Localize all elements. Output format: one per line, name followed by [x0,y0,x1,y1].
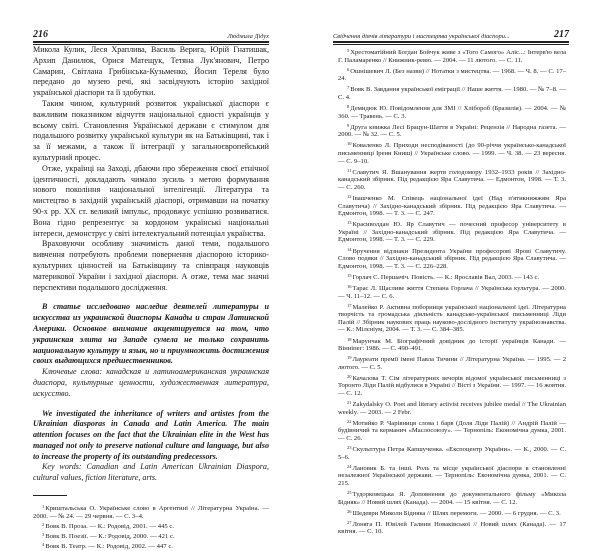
footnotes [33,503,269,551]
footnote-number: 21 [347,400,352,406]
paragraph: Отже, українці на Заході, дбаючи про збереження своєї етнічної ідентичності, докладають чимало зусиль з метою формування нового покоління національної інтелігенції. Література та мистецтво в західній українській діаспорі, отримавши на початку 90-х рр. XX ст. великий імпульс, продовжує успішно розвиватися. Вона гідно репрезентує за кордоном українські національні інтереси, демонструє у світі інтелектуальний потенціал українства. [33,163,269,238]
footnote [338,103,566,120]
footnote [338,489,566,506]
footnotes [338,47,566,538]
footnote-text: Zakydalsky O. Poet and literary activist receives jubilee medal // The Ukrainian weekly. — 2003. — 2 Febr. [338,401,566,416]
footnote-text: Тарас Л. Щасливе життя Степана Горлача // Українська культура. — 2000. — Ч. 11–12. — С. 6. [338,284,566,300]
keywords-en: Key words: Canadian and Latin American Ukrainian Diaspora, cultural values, fiction literature, arts. [33,462,269,483]
footnote-number: 15 [347,272,352,278]
main-text [33,45,269,551]
footnote-text: Вручення відзнаки Президента України професорові Ярові Славутичу. Слово подяки // Західно-канадський збірник. Під редакцією Яра Славутича. — Едмонтон, 1998. — Т. 3. — С. 226–228. [338,247,566,270]
running-head: Людмила Дідух [227,33,269,40]
footnote-text: Вовк В. Проза. — К.: Родовід, 2001. — 445 с. [45,523,175,531]
footnote [338,272,566,282]
paragraph: Враховуючи особливу значимість даної теми, подальшого вивчення потребують проблеми повернення діаспорою історико-культурних цінностей на Батьківщину та співпраця науковців материкової України і західної діаспори. А отже, тема має значні перспективи подальшого дослідження. [33,239,269,292]
footnote-text: Красиволдан Ю. Яр Славутич — почесний професор університету в Україні // Західно-канадський збірник. Під редакцією Яра Славутича. — Едмонтон, 1998. — Т. 3. — С. 229. [338,221,566,244]
footnote-number: 14 [347,246,352,252]
footnote-number: 26 [347,508,352,514]
footnote-number: 24 [347,463,352,469]
footnote [338,354,566,371]
footnote [338,167,566,192]
footnote [33,531,269,541]
footnote [338,283,566,300]
paragraph: Таким чином, культурний розвиток української діаспори є важливим показником відчуття національної єдності українців у всьому світі. Становлення Української держави є стимулом для подальшого розвитку української культури як на Батьківщині, так і за її межами, а також її інтеграції у загальноєвропейський культурний процес. [33,98,269,162]
footnote [338,219,566,244]
footnote-text: Хрестоматійний Богдан Бойчук живе з «Того Самого» Аліс...: Інтерв'ю вела Г. Паламаренко // Книжник-ревю. — 2004. — 11 лютого. — С. 11. [338,49,566,64]
footnote-number: 4 [42,542,45,548]
page-header [33,29,269,43]
footnote-text: Вовк В. Завдання української еміграції // Наше життя. — 1980. — № 7–8. — С. 4. [338,86,566,101]
footnote-text: Івашченко М. Співець національної ідеї (Над п'ятикнижжям Яра Славутича) // Західно-канадський збірник. Під редакцією Яра Славутича. — Едмонтон, 1998. — Т. 3. — С. 247. [338,195,566,218]
footnote [338,84,566,101]
footnote-number: 12 [347,194,352,199]
footnote-text: Лоняга П. Ювілей Галини Новаківської // Новий шлях (Канада). — 17 квітня. — С. 10. [338,520,566,536]
footnote-number: 23 [347,445,352,451]
footnote [33,541,269,551]
footnote [338,66,566,83]
footnote [338,373,566,398]
abstract-ru: В статье исследовано наследие деятелей литературы и искусства из украинской диаспоры Канады и стран Латинской Америки. Основное внимание акцентируется на том, что украинская элита на Западе сумела не только сохранить национальную культуру и язык, но и приумножить достижения своих выдающихся предшественников. [33,302,269,366]
footnote-number: 2 [42,522,45,528]
footnote-number: 8 [347,104,350,110]
keywords-ru: Ключевые слова: канадская и латиноамериканская украинская диаспора, культурные ценности, художественная литература, искусство. [33,367,269,398]
footnote-text: Ошнішевич Л. (Без назви) // Нотатки з мистецтва. — 1968. — Ч. 8. — С. 17–24. [338,67,566,83]
footnote-text: Лауреати премії імені Павла Тичини // Літературна Україна. — 1995. — 2 лютого. — С. 5. [338,356,566,371]
footnote-number: 22 [347,418,352,424]
footnote-number: 17 [347,302,352,308]
footnote [33,521,269,531]
footnote-text: Вовк В. Поезії. — К.: Родовід, 2000. — 421 с. [45,533,175,541]
abstract-en: We investigated the inheritance of writers and artistes from the Ukrainian diasporas in Canada and Latin America. The main attention focuses on the fact that the Ukrainian elite in the West has managed not only to preserve national culture and language, but also to increase the property of its outstanding predecessors. [33,408,269,461]
footnote-text: Коваленко Л. Приходи несподіваності (до 90-річчя українсько-канадської письменниці Ірени Книш) // Українське слово. — 1999. — Ч. 38. — 23 вересня. — С. 9–10. [338,142,566,165]
running-head: Свідчення діячів літератури і мистецтва української діаспори... [333,33,510,40]
footnote [338,418,566,443]
footnote [338,193,566,218]
footnote [338,140,566,165]
footnote [338,47,566,64]
footnote [338,399,566,416]
footnote-text: Славутич Я. Вшанування жертв голодомору 1932–1933 років // Західно-канадський збірник. Під редакцією Яра Славутича. — Едмонтон, 1998. — Т. 3. — С. 260. [338,168,566,191]
right-page [300,0,600,536]
footnote [338,246,566,271]
footnote-number: 5 [347,48,350,53]
footnote-text: Демидюк Ю. Повідомлення для ЗМІ // Хлібороб (Бразилія). — 2004. — № 360. — Травень. — С. 3. [338,105,566,120]
footnote [338,336,566,353]
footnote-text: Друга книжка Лесі Брацун-Шатти в Україні: Рецензія // Народна газета. — 2000. — № 32. — С. 5. [338,123,566,139]
footnote-number: 18 [347,336,352,342]
footnote-number: 27 [347,519,352,525]
footnote [338,519,566,536]
footnote [338,508,566,518]
footnote-number: 9 [347,122,350,128]
footnote-number: 25 [347,490,352,496]
footnote-number: 11 [347,167,352,173]
footnote-number: 20 [347,373,352,379]
footnote-text: Качалова Т. Сім літературних вечорів відомої української письменниці з Торонто Ліди Палій відбулися в Україні // Вісті з України. — 1997. — 16 жовтня. — С. 12. [338,374,566,398]
footnote-number: 1 [42,504,45,510]
footnote [33,503,269,521]
page-header [333,29,569,43]
footnote-text: Горлач С. Першачіч. Повість. — К.: Ярославів Вал, 2003. — 143 с. [352,273,540,281]
footnote-text: Вовк В. Театр. — К.: Родовід, 2002. — 447 с. [45,543,173,551]
footnote-number: 3 [42,532,45,538]
footnote-text: Тудорковецька Я. Доповнення до документального фільму «Микола Бідняк» // Новий шлях (Канада). — 2004. — 15 квітня. — С. 12. [338,491,566,506]
footnote-number: 16 [347,283,352,289]
footnote-text: Марунчак М. Біографічний довідник до історії українців Канади. — Вінніпег: 1986. — С. 490–491. [338,337,566,353]
footnote-number: 19 [347,355,352,361]
footnote-text: Мотийко Р. Чарівниця слова і барв (Доля Ліди Палій) // Андрій Палій — будівничий та керманич «Маслосоюзу». — Тернопіль: Економічна думка, 2001. — С. 26. [338,419,566,443]
paragraph: Микола Кулик, Леся Храплива, Василь Верига, Юрій Гнатишак, Архип Данилюк, Орися Матещук, Тетяна Лук'янович, Петро Самарин, Світлана Грибінська-Кузьменко, Йосип Тереля було передано до музею речі, які засвідчують історію західної української діаспори та її здобутки. [33,45,269,98]
footnote [338,444,566,461]
page-number: 216 [33,29,48,40]
footnote [338,122,566,139]
footnote-divider [33,495,67,496]
footnote-number: 7 [347,85,350,91]
footnote-text: Криштальська О. Українське слово в Аргентині // Літературна Україна. — 2000. — № 24. — 29 червня. — С. 3–4. [33,505,269,521]
page-number: 217 [554,29,569,40]
footnote-number: 13 [347,220,352,226]
footnote-text: Малейко Р. Активна поборниця української національної ідеї. Літературна творчість та громадська діяльність канадсько-української письменниці Ліди Палій // Збірник наукових праць науково-дослідного інституту українознавства. — К.: Мілєніум, 2004. — Т. 3. — С. 384–385. [338,303,566,334]
footnote-number: 10 [347,141,352,147]
footnote [338,463,566,488]
footnote-text: Скульптура Петра Капшученка. «Експоцентр України». — К., 2000. — С. 5–6. [338,446,566,461]
footnote-text: Лановик Б. та інші. Роль та місце української діаспори в становленні незалежної Української держави. — Тернопіль: Економічна думка, 2001. — С. 215. [338,464,566,487]
footnote [338,302,566,334]
footnote-number: 6 [347,66,350,72]
footnote-text: Шедеври Миколи Бідняка // Шлях перемоги. — 2000. — 6 грудня. — С. 3. [352,509,561,517]
